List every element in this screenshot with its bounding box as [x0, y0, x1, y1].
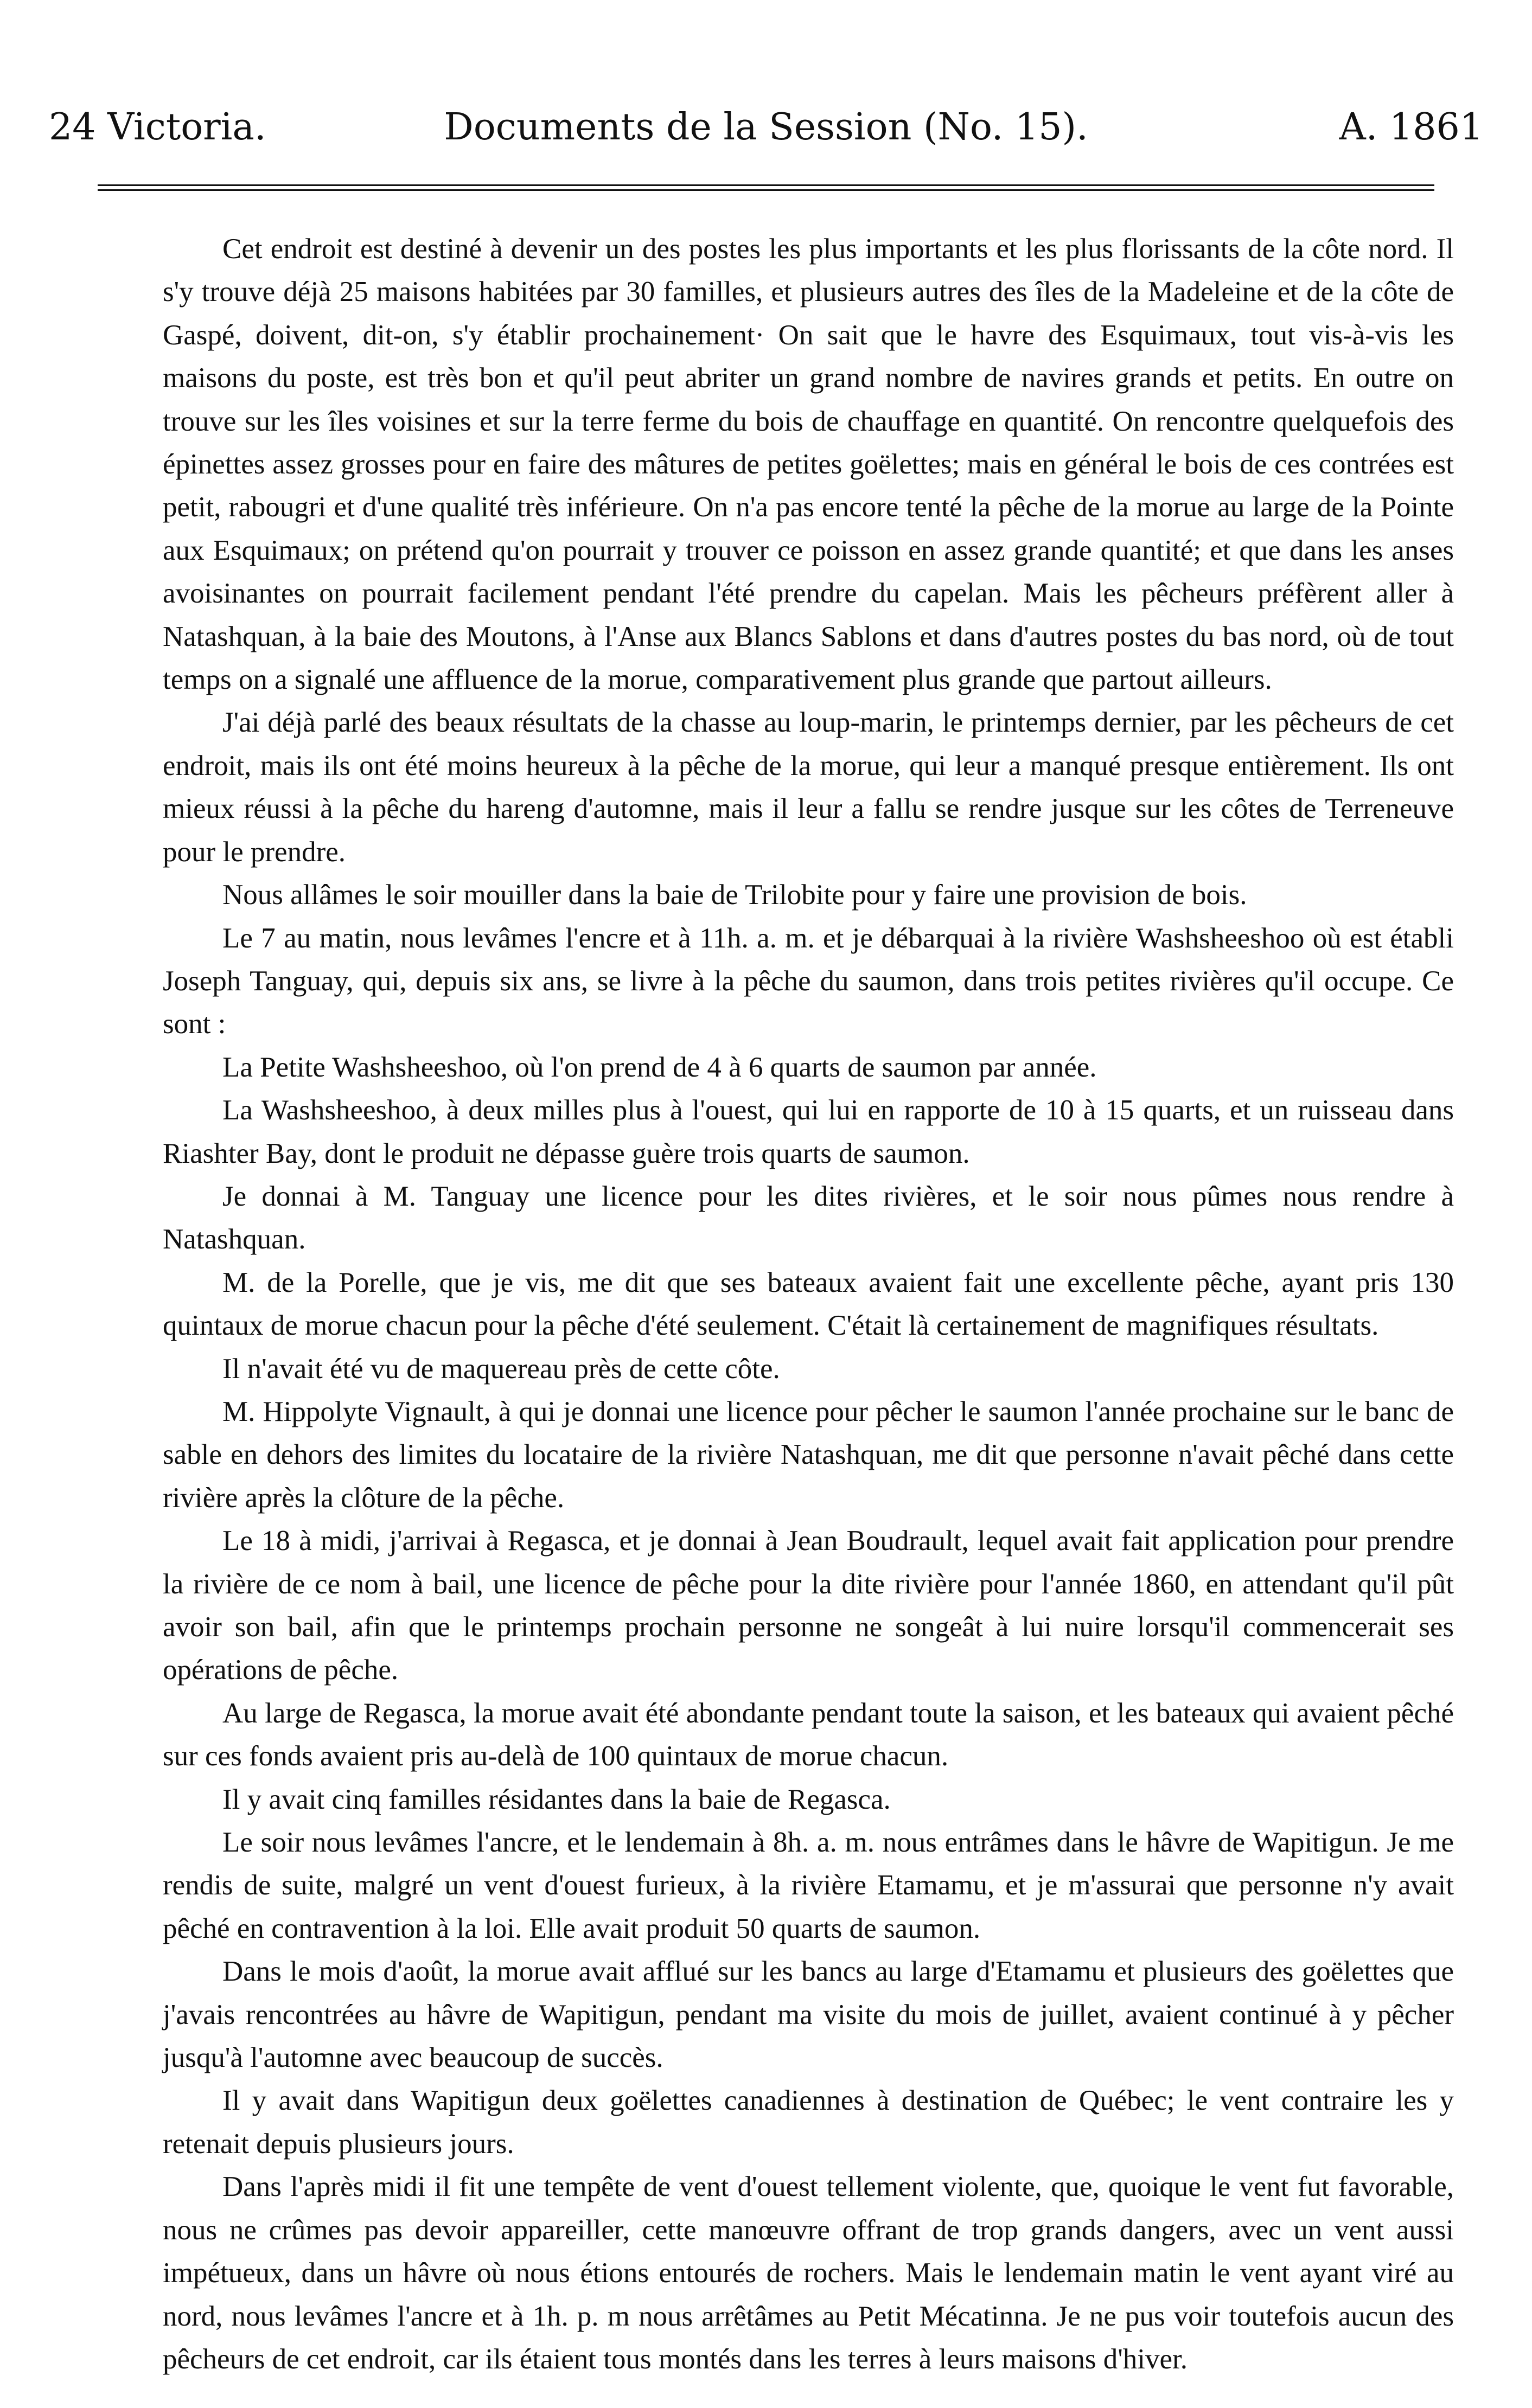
paragraph: La Petite Washsheeshoo, où l'on prend de 4 à 6 quarts de saumon par année.	[222, 1051, 1097, 1083]
paragraph: Il n'avait été vu de maquereau près de cette côte.	[222, 1353, 780, 1385]
paragraph: Il y avait dans Wapitigun deux goëlettes canadiennes à destination de Québec; le vent contraire les y retenait depuis plusieurs jours.	[163, 2085, 1454, 2160]
paragraph: Dans le mois d'août, la morue avait afflué sur les bancs au large d'Etamamu et plusieurs des goëlettes que j'avais rencontrées au hâvre de Wapitigun, pendant ma visite du mois de juillet, avaient continué à y pêcher jusqu'à l'automne avec beaucoup de succès.	[163, 1956, 1454, 2074]
paragraph: Je donnai à M. Tanguay une licence pour les dites rivières, et le soir nous pûmes nous rendre à Natashquan.	[163, 1180, 1454, 1256]
paragraph: Le soir nous levâmes l'ancre, et le lendemain à 8h. a. m. nous entrâmes dans le hâvre de Wapitigun. Je me rendis de suite, malgré un vent d'ouest furieux, à la rivière Etamamu, et je m'assurai que personne n'y avait pêché en contravention à la loi. Elle avait produit 50 quarts de saumon.	[163, 1827, 1454, 1944]
paragraph: J'ai déjà parlé des beaux résultats de la chasse au loup-marin, le printemps dernier, par les pêcheurs de cet endroit, mais ils ont été moins heureux à la pêche de la morue, qui leur a manqué presque entièrement. Ils ont mieux réussi à la pêche du hareng d'automne, mais il leur a fallu se rendre jusque sur les côtes de Terreneuve pour le prendre.	[163, 707, 1454, 868]
header-rule	[98, 184, 1434, 191]
paragraph: La Washsheeshoo, à deux milles plus à l'ouest, qui lui en rapporte de 10 à 15 quarts, et un ruisseau dans Riashter Bay, dont le produit ne dépasse guère trois quarts de saumon.	[163, 1094, 1454, 1169]
paragraph: M. Hippolyte Vignault, à qui je donnai une licence pour pêcher le saumon l'année prochaine sur le banc de sable en dehors des limites du locataire de la rivière Natashquan, me dit que personne n'avait pêché dans cette rivière après la clôture de la pêche.	[163, 1395, 1454, 1514]
header-title: Documents de la Session (No. 15).	[444, 106, 1088, 149]
page-header	[49, 98, 1483, 157]
paragraph: Il y avait cinq familles résidantes dans la baie de Regasca.	[222, 1783, 891, 1815]
paragraph: Dans l'après midi il fit une tempête de vent d'ouest tellement violente, que, quoique le vent fut favorable, nous ne crûmes pas devoir appareiller, cette manœuvre offrant de trop grands dangers, avec un vent aussi impétueux, dans un hâvre où nous étions entourés de rochers. Mais le lendemain matin le vent ayant viré au nord, nous levâmes l'ancre et à 1h. p. m nous arrêtâmes au Petit Mécatinna. Je ne pus voir toutefois aucun des pêcheurs de cet endroit, car ils étaient tous montés dans les terres à leurs maisons d'hiver.	[163, 2171, 1454, 2375]
header-year: A. 1861	[1339, 106, 1483, 149]
paragraph: Nous allâmes le soir mouiller dans la baie de Trilobite pour y faire une provision de bois.	[222, 879, 1247, 911]
paragraph: Le 7 au matin, nous levâmes l'encre et à 11h. a. m. et je débarquai à la rivière Washsheeshoo où est établi Joseph Tanguay, qui, depuis six ans, se livre à la pêche du saumon, dans trois petites rivières qu'il occupe. Ce sont :	[163, 922, 1454, 1040]
header-volume: 24 Victoria.	[49, 106, 266, 149]
document-body	[163, 228, 1454, 2381]
paragraph: M. de la Porelle, que je vis, me dit que ses bateaux avaient fait une excellente pêche, ayant pris 130 quintaux de morue chacun pour la pêche d'été seulement. C'était là certainement de magnifiques résultats.	[163, 1266, 1454, 1342]
paragraph: Le 18 à midi, j'arrivai à Regasca, et je donnai à Jean Boudrault, lequel avait fait application pour prendre la rivière de ce nom à bail, une licence de pêche pour la dite rivière pour l'année 1860, en attendant qu'il pût avoir son bail, afin que le printemps prochain personne ne songeât à lui nuire lorsqu'il commencerait ses opérations de pêche.	[163, 1525, 1454, 1686]
paragraph: Au large de Regasca, la morue avait été abondante pendant toute la saison, et les bateaux qui avaient pêché sur ces fonds avaient pris au-delà de 100 quintaux de morue chacun.	[163, 1697, 1454, 1772]
paragraph: Cet endroit est destiné à devenir un des postes les plus importants et les plus florissants de la côte nord. Il s'y trouve déjà 25 maisons habitées par 30 familles, et plusieurs autres des îles de la Madeleine et de la côte de Gaspé, doivent, dit-on, s'y établir prochainement· On sait que le havre des Esquimaux, tout vis-à-vis les maisons du poste, est très bon et qu'il peut abriter un grand nombre de navires grands et petits. En outre on trouve sur les îles voisines et sur la terre ferme du bois de chauffage en quantité. On rencontre quelquefois des épinettes assez grosses pour en faire des mâtures de petites goëlettes; mais en général le bois de ces contrées est petit, rabougri et d'une qualité très inférieure. On n'a pas encore tenté la pêche de la morue au large de la Pointe aux Esquimaux; on prétend qu'on pourrait y trouver ce poisson en assez grande quantité; et que dans les anses avoisinantes on pourrait facilement pendant l'été prendre du capelan. Mais les pêcheurs préfèrent aller à Natashquan, à la baie des Moutons, à l'Anse aux Blancs Sablons et dans d'autres postes du bas nord, où de tout temps on a signalé une affluence de la morue, comparativement plus grande que partout ailleurs.	[163, 233, 1454, 696]
